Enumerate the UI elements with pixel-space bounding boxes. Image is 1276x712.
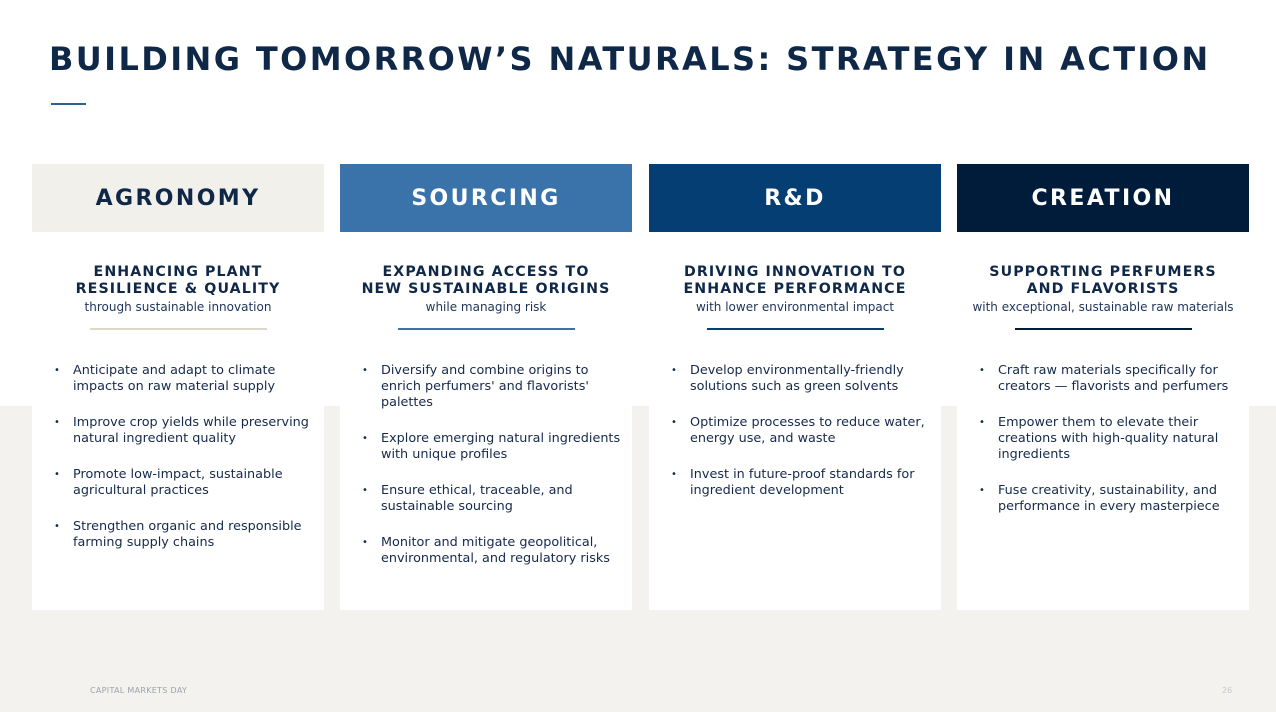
bullet-list (957, 363, 1249, 535)
column-caption: while managing risk (425, 300, 547, 314)
bullet-item (340, 363, 632, 411)
column-subtitle-line2: AND FLAVORISTS (1026, 281, 1180, 297)
column-subtitle-line1: DRIVING INNOVATION TO (684, 264, 906, 280)
column-caption: with exceptional, sustainable raw materials (972, 300, 1234, 314)
column-divider (1015, 328, 1192, 330)
bullet-item (32, 415, 324, 447)
bullet-text: Fuse creativity, sustainability, and performance in every masterpiece (998, 483, 1220, 514)
bullet-dot-icon: • (979, 365, 985, 376)
bullet-text: Develop environmentally-friendly solutions such as green solvents (690, 363, 904, 394)
bullet-dot-icon: • (979, 485, 985, 496)
column-subtitle-line2: ENHANCE PERFORMANCE (683, 281, 907, 297)
bullet-item (957, 363, 1249, 395)
bullet-item (649, 467, 941, 499)
column-caption: through sustainable innovation (84, 300, 272, 314)
bullet-text: Promote low-impact, sustainable agricultural practices (73, 467, 283, 498)
bullet-text: Invest in future-proof standards for ingredient development (690, 467, 915, 498)
bullet-dot-icon: • (671, 365, 677, 376)
bullet-item (32, 363, 324, 395)
bullet-list (649, 363, 941, 519)
bullet-list (340, 363, 632, 587)
column-divider (90, 328, 267, 330)
bullet-dot-icon: • (362, 365, 368, 376)
bullet-list (32, 363, 324, 571)
column-rd (649, 164, 941, 610)
column-header-agronomy: AGRONOMY (32, 164, 324, 232)
column-divider (398, 328, 575, 330)
bullet-dot-icon: • (54, 521, 60, 532)
bullet-item (340, 535, 632, 567)
column-header-sourcing: SOURCING (340, 164, 632, 232)
column-header-creation: CREATION (957, 164, 1249, 232)
bullet-text: Anticipate and adapt to climate impacts on raw material supply (73, 363, 276, 394)
column-agronomy (32, 164, 324, 610)
bullet-dot-icon: • (54, 417, 60, 428)
bullet-dot-icon: • (979, 417, 985, 428)
bullet-item (649, 415, 941, 447)
bullet-dot-icon: • (54, 365, 60, 376)
bullet-item (957, 415, 1249, 463)
column-creation (957, 164, 1249, 610)
bullet-item (957, 483, 1249, 515)
bullet-text: Craft raw materials specifically for creators — flavorists and perfumers (998, 363, 1229, 394)
column-sourcing (340, 164, 632, 610)
column-caption: with lower environmental impact (695, 300, 895, 314)
column-subtitle-line1: EXPANDING ACCESS TO (382, 264, 590, 280)
bullet-text: Empower them to elevate their creations with high-quality natural ingredients (998, 415, 1219, 462)
bullet-item (340, 483, 632, 515)
column-header-rd: R&D (649, 164, 941, 232)
bullet-dot-icon: • (362, 485, 368, 496)
bullet-text: Improve crop yields while preserving natural ingredient quality (73, 415, 309, 446)
bullet-dot-icon: • (54, 469, 60, 480)
bullet-dot-icon: • (671, 469, 677, 480)
bullet-text: Explore emerging natural ingredients with unique profiles (381, 431, 621, 462)
column-subtitle-line2: RESILIENCE & QUALITY (75, 281, 281, 297)
bullet-text: Monitor and mitigate geopolitical, environmental, and regulatory risks (381, 535, 610, 566)
bullet-item (649, 363, 941, 395)
footer-label: CAPITAL MARKETS DAY (90, 686, 188, 695)
bullet-text: Strengthen organic and responsible farming supply chains (73, 519, 302, 550)
column-subtitle-line1: ENHANCING PLANT (93, 264, 263, 280)
bullet-item (340, 431, 632, 463)
bullet-item (32, 467, 324, 499)
bullet-dot-icon: • (362, 537, 368, 548)
bullet-item (32, 519, 324, 551)
column-divider (707, 328, 884, 330)
title-underline (51, 103, 86, 105)
bullet-dot-icon: • (362, 433, 368, 444)
column-subtitle-line2: NEW SUSTAINABLE ORIGINS (361, 281, 611, 297)
bullet-text: Diversify and combine origins to enrich perfumers' and flavorists' palettes (381, 363, 589, 410)
column-subtitle-line1: SUPPORTING PERFUMERS (989, 264, 1217, 280)
page-number: 26 (1222, 686, 1233, 695)
slide-title: BUILDING TOMORROW’S NATURALS: STRATEGY IN ACTION (49, 40, 1211, 78)
bullet-text: Optimize processes to reduce water, energy use, and waste (690, 415, 925, 446)
bullet-text: Ensure ethical, traceable, and sustainable sourcing (381, 483, 573, 514)
bullet-dot-icon: • (671, 417, 677, 428)
